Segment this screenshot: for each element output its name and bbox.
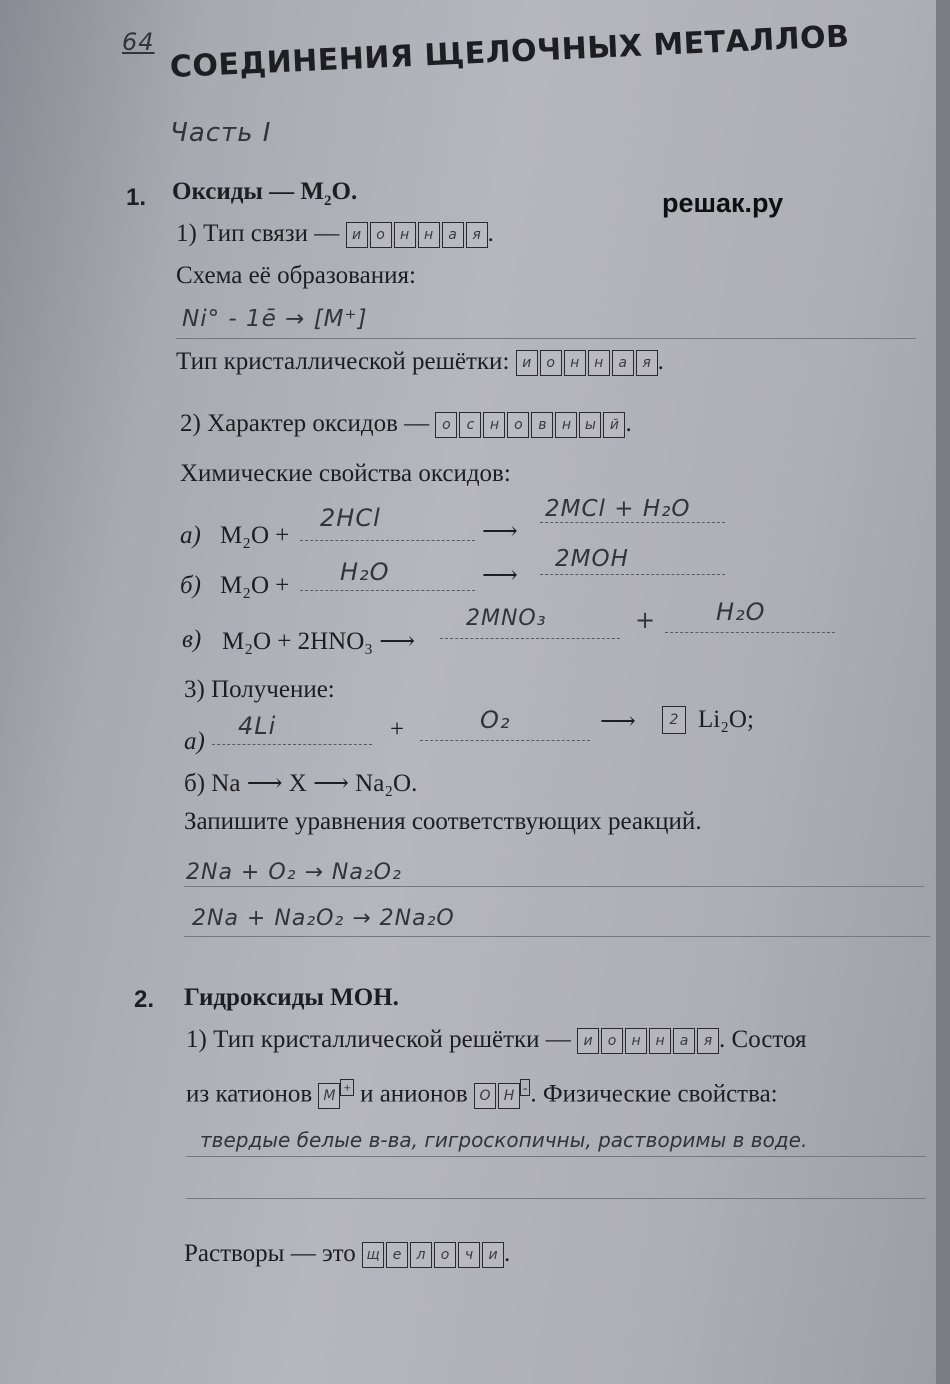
reaction-b-product[interactable]: 2MOH [555, 546, 629, 572]
s2-lattice-boxes [577, 1028, 719, 1054]
letter-box[interactable]: н [418, 222, 440, 248]
blank-line [300, 540, 475, 541]
letter-box[interactable]: M [318, 1083, 340, 1109]
letter-box[interactable]: а [612, 350, 634, 376]
page-number: 64 [122, 28, 155, 56]
s2-lattice-label: 1) Тип кристаллической решётки — [186, 1026, 571, 1053]
lattice-boxes [516, 350, 658, 376]
lattice-label: Тип кристаллической решётки: [176, 348, 510, 375]
letter-box[interactable]: о [434, 1242, 456, 1268]
reaction-v-label: в) [182, 626, 202, 653]
page-title: СОЕДИНЕНИЯ ЩЕЛОЧНЫХ МЕТАЛЛОВ [169, 19, 851, 85]
blank-line [420, 740, 590, 741]
properties-label: Химические свойства оксидов: [180, 460, 511, 487]
letter-box[interactable]: а [673, 1028, 695, 1054]
letter-box[interactable]: о [540, 350, 562, 376]
letter-box[interactable]: н [649, 1028, 671, 1054]
letter-box[interactable]: ч [458, 1242, 480, 1268]
answer-line [184, 886, 924, 887]
scheme-answer[interactable]: Ni° - 1ē → [M⁺] [182, 306, 368, 332]
letter-box[interactable]: о [370, 222, 392, 248]
reaction-v-plus: + [635, 606, 657, 634]
reaction-a-left: M₂O + [220, 522, 290, 549]
ions-row [186, 1080, 778, 1109]
blank-line [540, 574, 725, 575]
scheme-label: Схема её образования: [176, 262, 416, 289]
physical-label: . Физические свойства: [530, 1080, 778, 1108]
blank-line [540, 522, 725, 523]
letter-box[interactable]: н [564, 350, 586, 376]
reaction-arrow: ⟶ [482, 562, 518, 589]
reaction-a-label: а) [180, 522, 201, 549]
page-edge-shadow [936, 0, 950, 1384]
letter-box[interactable]: и [516, 350, 538, 376]
reaction-arrow: ⟶ [482, 518, 518, 545]
cation-charge: + [340, 1079, 353, 1096]
letter-box[interactable]: н [555, 412, 577, 438]
obtaining-a-plus: + [390, 716, 405, 743]
letter-box[interactable]: О [474, 1083, 496, 1109]
letter-box[interactable]: н [625, 1028, 647, 1054]
letter-box[interactable]: Н [498, 1083, 520, 1109]
letter-box[interactable]: с [459, 412, 481, 438]
letter-box[interactable]: о [507, 412, 529, 438]
answer-line [186, 1156, 926, 1157]
section2-number: 2. [134, 986, 155, 1013]
letter-box[interactable]: е [386, 1242, 408, 1268]
letter-box[interactable]: н [394, 222, 416, 248]
reaction-v-product1[interactable]: 2MNO₃ [466, 606, 547, 631]
write-equations-label: Запишите уравнения соответствующих реакций. [184, 808, 702, 835]
obtaining-a-coefficient-box [662, 706, 686, 734]
anions-label: и анионов [360, 1080, 468, 1108]
letter-box[interactable]: щ [362, 1242, 384, 1268]
solutions-boxes [362, 1242, 504, 1268]
letter-box[interactable]: я [466, 222, 488, 248]
obtaining-b-chain: б) Na ⟶ X ⟶ Na₂O. [184, 770, 418, 797]
physical-answer[interactable]: твердые белые в-ва, гигроскопичны, растворимы в воде. [200, 1128, 808, 1152]
coefficient-box[interactable]: 2 [662, 706, 686, 734]
blank-line [212, 744, 372, 745]
section1-heading: Оксиды — $M_2O$. [172, 178, 358, 209]
consists-text: . Состоя [719, 1026, 807, 1053]
answer-line [186, 1198, 926, 1199]
letter-box[interactable]: н [483, 412, 505, 438]
obtaining-a-reactant1[interactable]: 4Li [238, 712, 277, 740]
s2-lattice-row [186, 1026, 807, 1054]
obtaining-a-product: Li₂O; [698, 706, 754, 733]
letter-box[interactable]: н [588, 350, 610, 376]
letter-box[interactable]: а [442, 222, 464, 248]
letter-box[interactable]: л [410, 1242, 432, 1268]
reaction-b-left: M₂O + [220, 572, 290, 599]
letter-box[interactable]: и [482, 1242, 504, 1268]
bond-type-label: 1) Тип связи — [176, 220, 340, 247]
solutions-row: Растворы — это щ е л о ч и . [184, 1240, 511, 1267]
letter-box[interactable]: ы [579, 412, 601, 438]
blank-line [300, 590, 475, 591]
equation-2[interactable]: 2Na + Na₂O₂ → 2Na₂O [192, 906, 455, 931]
lattice-row: Тип кристаллической решётки: и о н н а я . [176, 348, 664, 375]
answer-line [184, 936, 930, 937]
solutions-label: Растворы — это [184, 1240, 356, 1267]
section2-heading: Гидроксиды МОН. [184, 984, 399, 1011]
cations-label: из катионов [186, 1080, 313, 1108]
bond-type-boxes [346, 222, 488, 248]
reaction-b-reagent[interactable]: H₂O [340, 558, 390, 586]
character-row: 2) Характер оксидов — о с н о в н ы й . [180, 410, 632, 437]
equation-1[interactable]: 2Na + O₂ → Na₂O₂ [186, 860, 402, 885]
letter-box[interactable]: о [601, 1028, 623, 1054]
reaction-a-reagent[interactable]: 2HCl [320, 504, 381, 532]
letter-box[interactable]: я [697, 1028, 719, 1054]
letter-box[interactable]: я [636, 350, 658, 376]
letter-box[interactable]: в [531, 412, 553, 438]
answer-line [176, 338, 916, 339]
blank-line [665, 632, 835, 633]
reaction-b-label: б) [180, 572, 201, 599]
bond-type-row: 1) Тип связи — и о н н а я . [176, 220, 494, 247]
reaction-v-product2[interactable]: H₂O [716, 598, 766, 626]
character-label: 2) Характер оксидов — [180, 410, 430, 437]
reaction-v-left: M₂O + 2HNO₃ ⟶ [222, 628, 416, 655]
letter-box[interactable]: о [435, 412, 457, 438]
reaction-arrow: ⟶ [600, 708, 636, 735]
letter-box[interactable]: и [346, 222, 368, 248]
part-label: Часть I [170, 118, 272, 148]
anion-boxes [474, 1083, 520, 1109]
obtaining-label: 3) Получение: [184, 676, 335, 703]
obtaining-a-label: а) [184, 728, 205, 755]
letter-box[interactable]: й [603, 412, 625, 438]
cation-boxes [318, 1083, 340, 1109]
reaction-a-product[interactable]: 2MCl + H₂O [545, 496, 691, 522]
anion-charge: - [520, 1079, 530, 1096]
section1-number: 1. [126, 184, 147, 211]
obtaining-a-reactant2[interactable]: O₂ [480, 706, 511, 734]
blank-line [440, 638, 620, 639]
letter-box[interactable]: и [577, 1028, 599, 1054]
character-boxes [435, 412, 625, 438]
watermark: решак.ру [662, 188, 784, 218]
